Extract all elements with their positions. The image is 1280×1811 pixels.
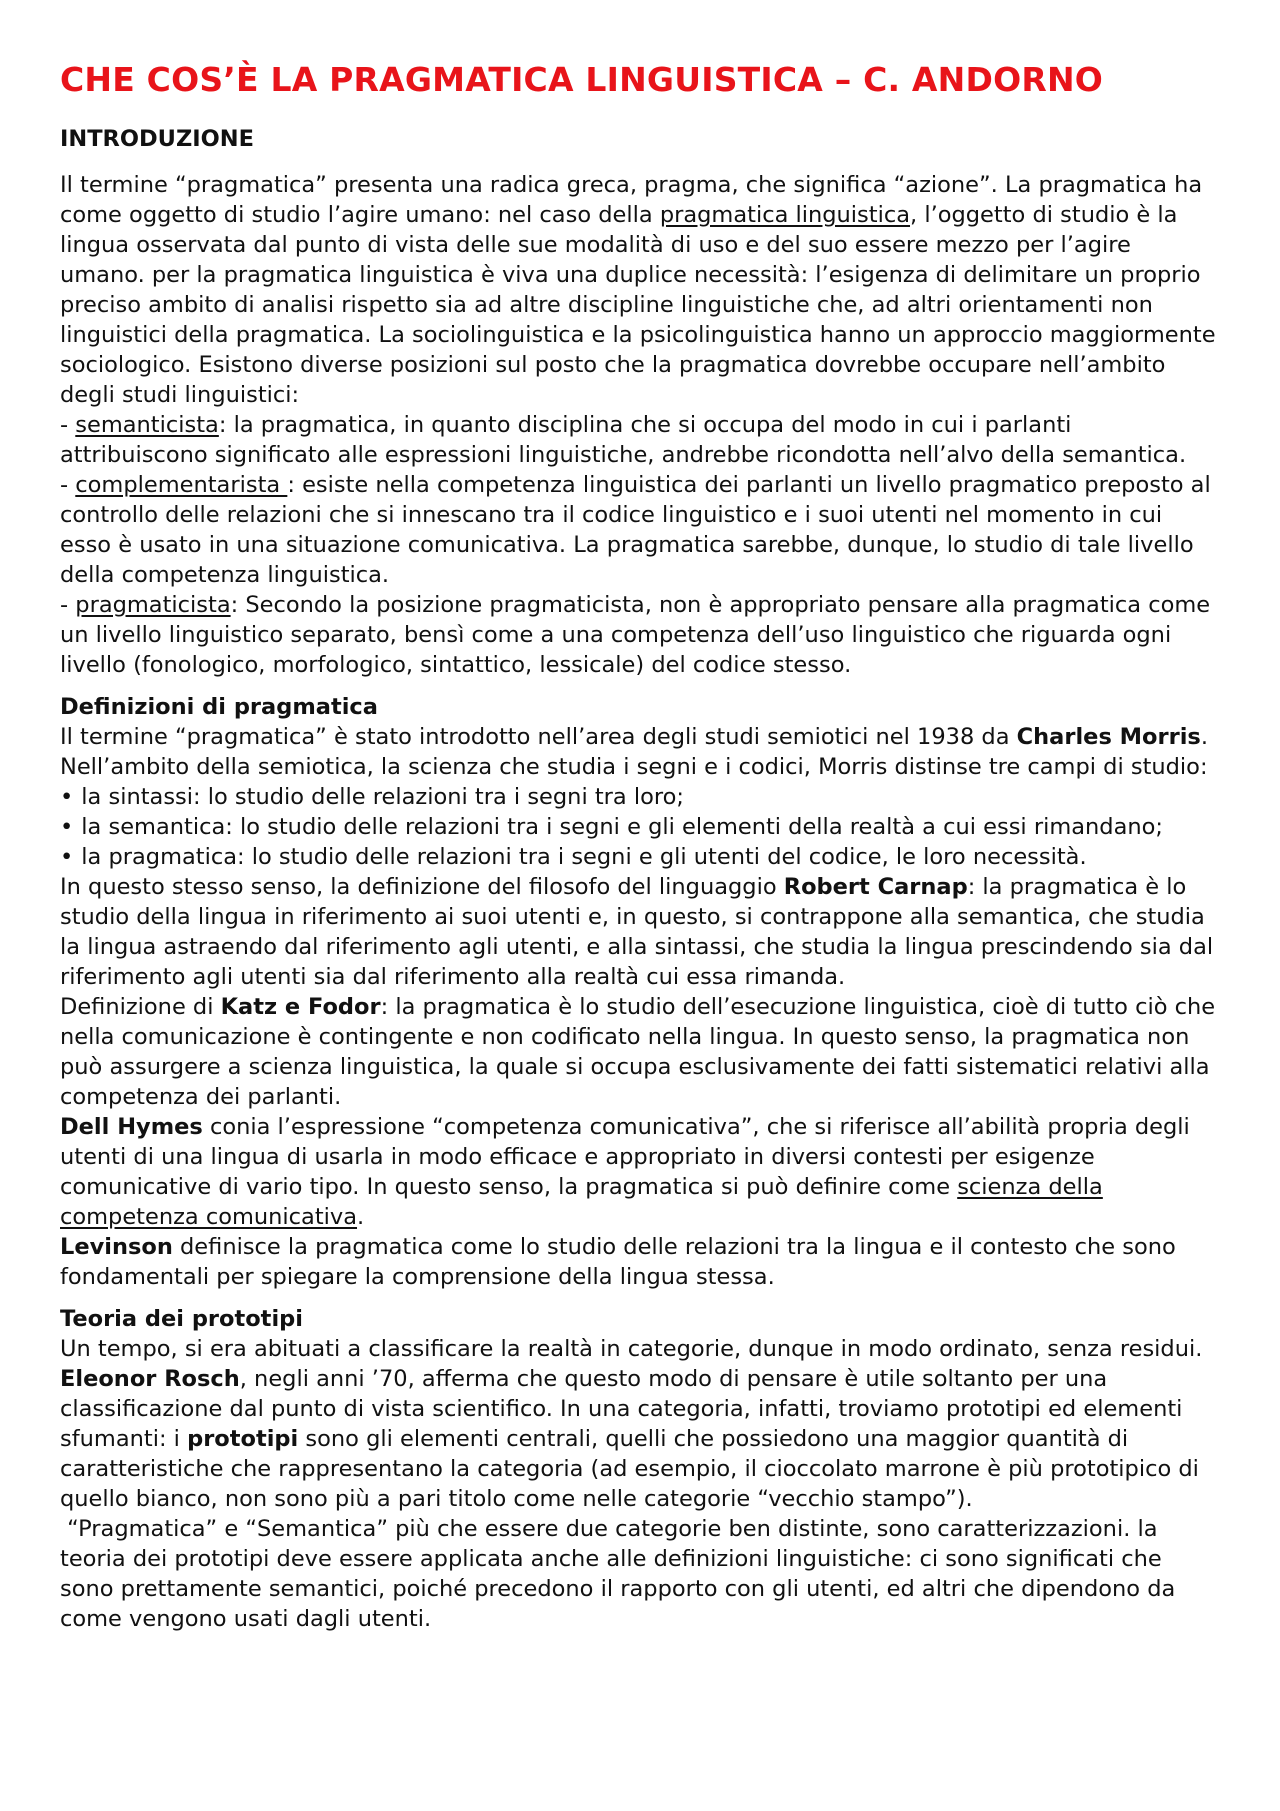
hymes-text-c: . xyxy=(357,1204,365,1230)
morris-name: Charles Morris xyxy=(1016,724,1201,750)
position-complementarista xyxy=(60,470,1220,590)
rosch-paragraph xyxy=(60,1334,1220,1514)
levinson-paragraph xyxy=(60,1232,1220,1292)
carnap-text-a: In questo stesso senso, la definizione del filosofo del linguaggio xyxy=(60,874,784,900)
intro-paragraph xyxy=(60,170,1220,410)
position-dash: - xyxy=(60,472,76,498)
intro-heading: INTRODUZIONE xyxy=(60,126,254,152)
position-dash: - xyxy=(60,592,76,618)
position-semanticista xyxy=(60,410,1220,470)
prototypes-section xyxy=(60,1304,1220,1634)
katz-text-b: : la pragmatica è lo studio dell’esecuzione linguistica, cioè di tutto ciò che nella comunicazione è contingente e non codificato nella lingua. In questo senso, la pragmatica non può assurgere a scienza linguistica, la quale si occupa esclusivamente dei fatti sistematici relativi alla competenza dei parlanti. xyxy=(60,994,1216,1110)
carnap-name: Robert Carnap xyxy=(783,874,968,900)
bullet-text: la semantica: lo studio delle relazioni tra i segni e gli elementi della realtà a cui essi rimandano; xyxy=(81,814,1163,840)
list-item-semantica xyxy=(60,812,1220,842)
levinson-name: Levinson xyxy=(60,1234,173,1260)
carnap-text-b: : la pragmatica è lo studio della lingua in riferimento ai suoi utenti e, in questo, si contrappone alla semantica, che studia la lingua astraendo dal riferimento agli utenti, e alla sintassi, che studia la lingua prescindendo sia dal riferimento agli utenti sia dal riferimento alla realtà cui essa rimanda. xyxy=(60,874,1214,990)
position-pragmaticista xyxy=(60,590,1220,680)
hymes-name: Dell Hymes xyxy=(60,1114,203,1140)
position-term: semanticista xyxy=(75,412,219,438)
morris-paragraph xyxy=(60,722,1220,782)
intro-text-b: , l’oggetto di studio è la lingua osservata dal punto di vista delle sue modalità di uso e del suo essere mezzo per l’agire umano. per la pragmatica linguistica è viva una duplice necessità: l’esigenza di delimitare un proprio preciso ambito di analisi rispetto sia ad altre discipline linguistiche che, ad altri orientamenti non linguistici della pragmatica. La sociolinguistica e la psicolinguistica hanno un approccio maggiormente sociologico. Esistono diverse posizioni sul posto che la pragmatica dovrebbe occupare nell’ambito degli studi linguistici: xyxy=(60,202,1216,408)
hymes-paragraph xyxy=(60,1112,1220,1232)
position-term: pragmaticista xyxy=(75,592,231,618)
carnap-paragraph xyxy=(60,872,1220,992)
intro-section xyxy=(60,124,1220,680)
list-item-sintassi xyxy=(60,782,1220,812)
katz-fodor-paragraph xyxy=(60,992,1220,1112)
rosch-name: Eleonor Rosch xyxy=(60,1366,240,1392)
position-text: : Secondo la posizione pragmaticista, non è appropriato pensare alla pragmatica come un livello linguistico separato, bensì come a una competenza dell’uso linguistico che riguarda ogni livello (fonologico, morfologico, sintattico, lessicale) del codice stesso. xyxy=(60,592,1211,678)
pragmatica-linguistica-term: pragmatica linguistica xyxy=(659,202,911,228)
definitions-section xyxy=(60,692,1220,1292)
bullet-icon: • xyxy=(60,814,74,840)
prototypes-heading: Teoria dei prototipi xyxy=(60,1306,303,1332)
prototipi-term: prototipi xyxy=(187,1426,299,1452)
bullet-text: la sintassi: lo studio delle relazioni tra i segni tra loro; xyxy=(81,784,684,810)
katz-text-a: Definizione di xyxy=(60,994,221,1020)
levinson-text: definisce la pragmatica come lo studio delle relazioni tra la lingua e il contesto che sono fondamentali per spiegare la comprensione della lingua stessa. xyxy=(60,1234,1176,1290)
hymes-text-b: conia l’espressione “competenza comunicativa”, che si riferisce all’abilità propria degli utenti di una lingua di usarla in modo efficace e appropriato in diversi contesti per esigenze comunicative di vario tipo. In questo senso, la pragmatica si può definire come xyxy=(60,1114,1190,1200)
rosch-text-a: Un tempo, si era abituati a classificare la realtà in categorie, dunque in modo ordinato, senza residui. xyxy=(60,1336,1203,1362)
document-title: CHE COS’È LA PRAGMATICA LINGUISTICA – C. ANDORNO xyxy=(60,60,1104,99)
bullet-text: la pragmatica: lo studio delle relazioni tra i segni e gli utenti del codice, le loro necessità. xyxy=(81,844,1087,870)
rosch-text-c: sono gli elementi centrali, quelli che possiedono una maggior quantità di caratteristiche che rappresentano la categoria (ad esempio, il cioccolato marrone è più prototipico di quello bianco, non sono più a pari titolo come nelle categorie “vecchio stampo”). xyxy=(60,1426,1199,1512)
pragmatica-semantica-paragraph: “Pragmatica” e “Semantica” più che essere due categorie ben distinte, sono caratterizzazioni. la teoria dei prototipi deve essere applicata anche alle definizioni linguistiche: ci sono significati che sono prettamente semantici, poiché precedono il rapporto con gli utenti, ed altri che dipendono da come vengono usati dagli utenti. xyxy=(60,1516,1183,1632)
position-text: : esiste nella competenza linguistica dei parlanti un livello pragmatico preposto al controllo delle relazioni che si innescano tra il codice linguistico e i suoi utenti nel momento in cui esso è usato in una situazione comunicativa. La pragmatica sarebbe, dunque, lo studio di tale livello della competenza linguistica. xyxy=(60,472,1211,588)
definitions-heading: Definizioni di pragmatica xyxy=(60,694,378,720)
bullet-icon: • xyxy=(60,784,74,810)
morris-text-b: . Nell’ambito della semiotica, la scienza che studia i segni e i codici, Morris distinse tre campi di studio: xyxy=(60,724,1208,780)
intro-text-a: Il termine “pragmatica” presenta una radica greca, pragma, che significa “azione”. La pragmatica ha come oggetto di studio l’agire umano: nel caso della xyxy=(60,172,1203,228)
position-dash: - xyxy=(60,412,76,438)
position-text: : la pragmatica, in quanto disciplina che si occupa del modo in cui i parlanti attribuiscono significato alle espressioni linguistiche, andrebbe ricondotta nell’alvo della semantica. xyxy=(60,412,1187,468)
position-term: complementarista xyxy=(75,472,288,498)
rosch-text-b: , negli anni ’70, afferma che questo modo di pensare è utile soltanto per una classificazione dal punto di vista scientifico. In una categoria, infatti, troviamo prototipi ed elementi sfumanti: i xyxy=(60,1366,1183,1452)
katz-fodor-name: Katz e Fodor xyxy=(220,994,381,1020)
bullet-icon: • xyxy=(60,844,74,870)
list-item-pragmatica xyxy=(60,842,1220,872)
morris-text-a: Il termine “pragmatica” è stato introdotto nell’area degli studi semiotici nel 1938 da xyxy=(60,724,1017,750)
competenza-comunicativa-term: scienza della competenza comunicativa xyxy=(60,1174,1103,1230)
